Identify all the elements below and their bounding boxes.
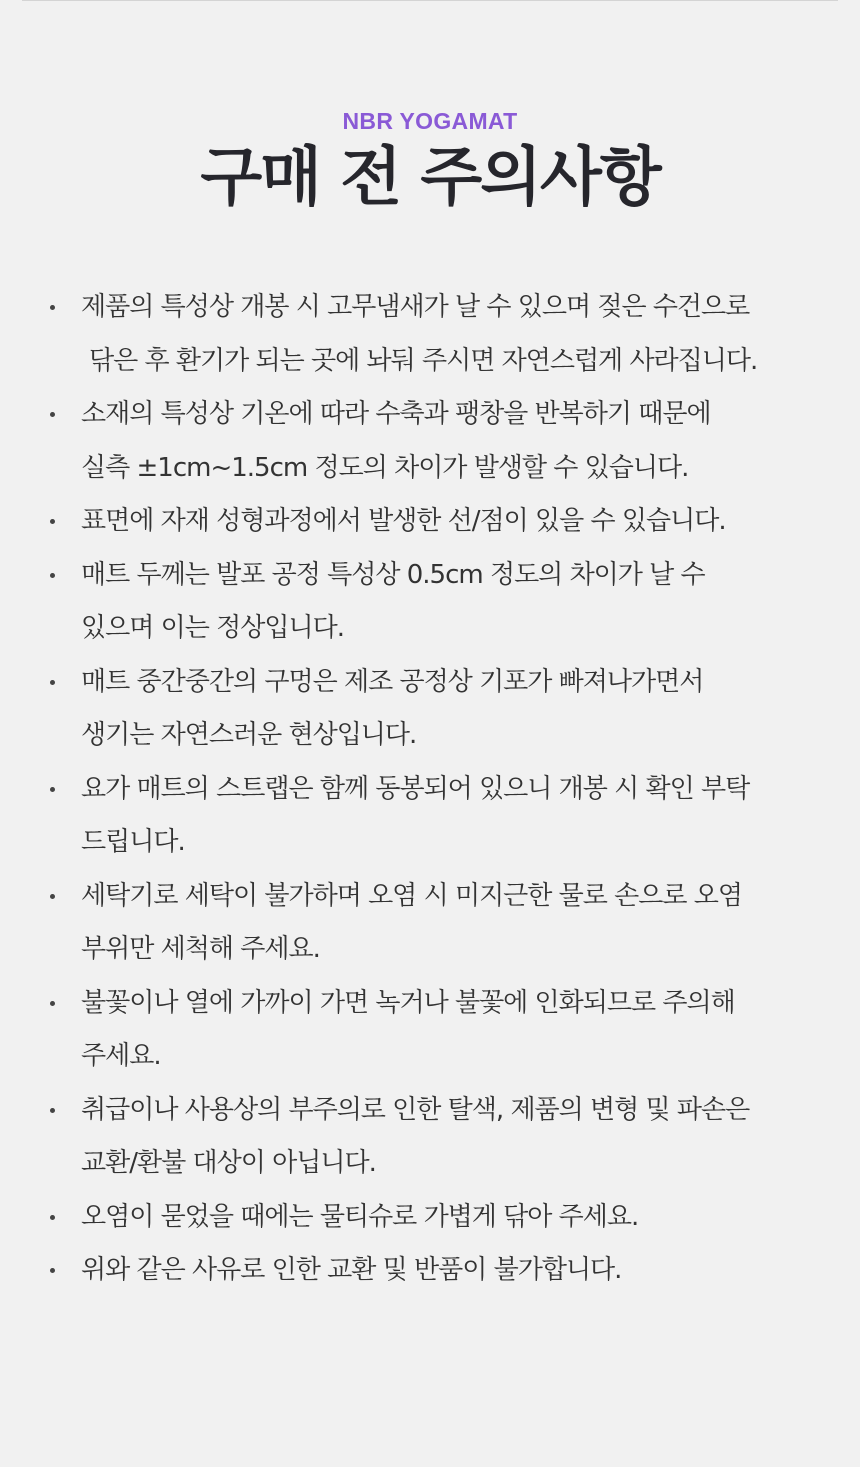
- page-title: 구매 전 주의사항: [200, 141, 660, 215]
- notice-list: [0, 281, 860, 1298]
- bullet-dot-icon: [50, 1215, 55, 1220]
- notice-item: [0, 977, 860, 1084]
- notice-line: 드립니다.: [81, 827, 185, 857]
- notice-item: [0, 281, 860, 388]
- bullet-dot-icon: [50, 894, 55, 899]
- bullet-dot-icon: [50, 573, 55, 578]
- notice-line: 부위만 세척해 주세요.: [81, 934, 320, 964]
- notice-line: 매트 중간중간의 구멍은 제조 공정상 기포가 빠져나가면서: [81, 666, 704, 697]
- notice-line: 요가 매트의 스트랩은 함께 동봉되어 있으니 개봉 시 확인 부탁: [81, 773, 750, 804]
- notice-item: [0, 870, 860, 977]
- bullet-dot-icon: [50, 1108, 55, 1113]
- bullet-dot-icon: [50, 1268, 55, 1273]
- bullet-dot-icon: [50, 787, 55, 792]
- notice-line: 오염이 묻었을 때에는 물티슈로 가볍게 닦아 주세요.: [81, 1201, 639, 1232]
- notice-item: [0, 656, 860, 763]
- notice-line: 교환/환불 대상이 아닙니다.: [81, 1148, 376, 1178]
- bullet-dot-icon: [50, 305, 55, 310]
- header: [0, 106, 860, 216]
- top-divider: [22, 0, 838, 1]
- notice-line: 있으며 이는 정상입니다.: [81, 613, 344, 643]
- notice-line: 취급이나 사용상의 부주의로 인한 탈색, 제품의 변형 및 파손은: [81, 1094, 750, 1125]
- notice-line: 위와 같은 사유로 인한 교환 및 반품이 불가합니다.: [81, 1255, 622, 1285]
- notice-line: 제품의 특성상 개봉 시 고무냄새가 날 수 있으며 젖은 수건으로: [81, 292, 750, 322]
- notice-line: 소재의 특성상 기온에 따라 수축과 팽창을 반복하기 때문에: [81, 399, 711, 429]
- product-eyebrow: NBR YOGAMAT: [342, 108, 518, 134]
- notice-line: 불꽃이나 열에 가까이 가면 녹거나 불꽃에 인화되므로 주의해: [81, 987, 735, 1018]
- bullet-dot-icon: [50, 1001, 55, 1006]
- notice-item: [0, 388, 860, 495]
- notice-line: 닦은 후 환기가 되는 곳에 놔둬 주시면 자연스럽게 사라집니다.: [89, 345, 758, 376]
- notice-item: [0, 549, 860, 656]
- notice-line: 생기는 자연스러운 현상입니다.: [81, 720, 417, 750]
- notice-line: 실측 ±1cm~1.5cm 정도의 차이가 발생할 수 있습니다.: [81, 452, 689, 483]
- notice-line: 주세요.: [81, 1041, 161, 1071]
- bullet-dot-icon: [50, 680, 55, 685]
- notice-item: [0, 763, 860, 870]
- bullet-dot-icon: [50, 412, 55, 417]
- notice-line: 매트 두께는 발포 공정 특성상 0.5cm 정도의 차이가 날 수: [81, 559, 705, 590]
- notice-line: 표면에 자재 성형과정에서 발생한 선/점이 있을 수 있습니다.: [81, 506, 726, 536]
- notice-item: [0, 1191, 860, 1245]
- bullet-dot-icon: [50, 519, 55, 524]
- notice-line: 세탁기로 세탁이 불가하며 오염 시 미지근한 물로 손으로 오염: [81, 880, 743, 911]
- notice-item: [0, 1084, 860, 1191]
- notice-item: [0, 1244, 860, 1298]
- notice-item: [0, 495, 860, 549]
